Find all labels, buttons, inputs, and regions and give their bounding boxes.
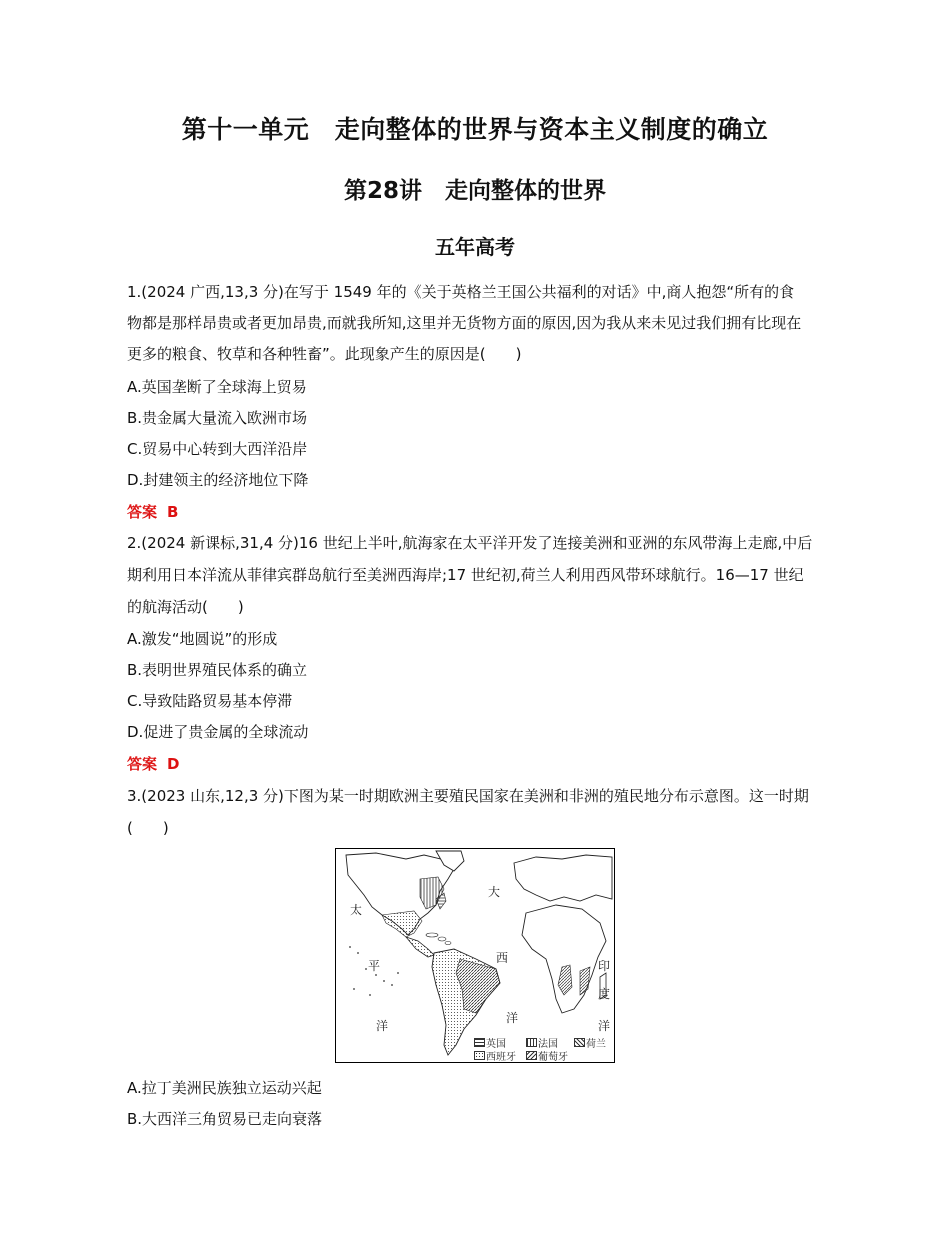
central-america-landmass — [406, 937, 434, 957]
legend-item-france: 法国 — [526, 1035, 558, 1050]
question-3-option-b: B.大西洋三角贸易已走向衰落 — [127, 1110, 323, 1128]
question-1-option-d: D.封建领主的经济地位下降 — [127, 471, 309, 489]
spanish-colony-north-america — [382, 911, 422, 937]
label-atlantic-3: 洋 — [506, 1011, 519, 1025]
colonial-map-figure — [335, 848, 615, 1063]
question-2-line-2: 期利用日本洋流从菲律宾群岛航行至美洲西海岸;17 世纪初,荷兰人利用西风带环球航行。16—17 世纪 — [127, 566, 804, 584]
question-3-line-2: ( ) — [127, 819, 169, 837]
answer-value: D — [167, 755, 180, 773]
legend-swatch — [474, 1051, 485, 1060]
legend-swatch — [526, 1051, 537, 1060]
question-2-line-1: 2.(2024 新课标,31,4 分)16 世纪上半叶,航海家在太平洋开发了连接美洲和亚洲的东风带海上走廊,中后 — [127, 534, 813, 552]
legend-item-netherlands: 荷兰 — [574, 1035, 606, 1050]
question-3-option-a: A.拉丁美洲民族独立运动兴起 — [127, 1079, 322, 1097]
label-indian-3: 洋 — [598, 1019, 611, 1033]
legend-item-spain: 西班牙 — [474, 1048, 516, 1063]
label-atlantic-1: 大 — [488, 885, 501, 899]
legend-swatch — [474, 1038, 485, 1047]
legend-swatch — [574, 1038, 585, 1047]
question-1-line-3: 更多的粮食、牧草和各种牲畜”。此现象产生的原因是( ) — [127, 345, 522, 363]
question-3-line-1: 3.(2023 山东,12,3 分)下图为某一时期欧洲主要殖民国家在美洲和非洲的殖民地分布示意图。这一时期 — [127, 787, 809, 805]
map-legend — [474, 1035, 612, 1061]
label-atlantic-2: 西 — [496, 951, 509, 965]
label-pacific-3: 洋 — [376, 1019, 389, 1033]
unit-title: 第十一单元 走向整体的世界与资本主义制度的确立 — [181, 115, 769, 144]
legend-swatch — [526, 1038, 537, 1047]
portuguese-colony-east-africa — [580, 967, 590, 995]
section-title: 五年高考 — [435, 235, 515, 259]
question-2-line-3: 的航海活动( ) — [127, 598, 244, 616]
answer-label: 答案 — [127, 503, 158, 521]
caribbean-islands — [426, 933, 451, 945]
answer-value: B — [167, 503, 179, 521]
question-2-option-d: D.促进了贵金属的全球流动 — [127, 723, 309, 741]
question-1-option-c: C.贸易中心转到大西洋沿岸 — [127, 440, 308, 458]
question-1-line-1: 1.(2024 广西,13,3 分)在写于 1549 年的《关于英格兰王国公共福利的对话》中,商人抱怨“所有的食 — [127, 283, 795, 301]
label-pacific-1: 太 — [350, 903, 363, 917]
question-2-option-c: C.导致陆路贸易基本停滞 — [127, 692, 293, 710]
question-1-option-a: A.英国垄断了全球海上贸易 — [127, 378, 307, 396]
africa-landmass — [522, 905, 606, 1013]
label-pacific-2: 平 — [368, 959, 381, 973]
label-indian-2: 度 — [598, 987, 611, 1001]
question-2-option-a: A.激发“地圆说”的形成 — [127, 630, 278, 648]
legend-item-britain: 英国 — [474, 1035, 506, 1050]
question-1-option-b: B.贵金属大量流入欧洲市场 — [127, 409, 308, 427]
label-indian-1: 印 — [598, 959, 611, 973]
question-2-answer — [127, 754, 179, 774]
answer-label: 答案 — [127, 755, 158, 773]
question-1-answer — [127, 502, 178, 522]
europe-landmass — [514, 855, 612, 901]
legend-item-portugal: 葡萄牙 — [526, 1048, 568, 1063]
question-2-option-b: B.表明世界殖民体系的确立 — [127, 661, 308, 679]
question-1-line-2: 物都是那样昂贵或者更加昂贵,而就我所知,这里并无货物方面的原因,因为我从来未见过我们拥有比现在 — [127, 314, 802, 332]
lesson-title: 第28讲 走向整体的世界 — [343, 178, 606, 204]
